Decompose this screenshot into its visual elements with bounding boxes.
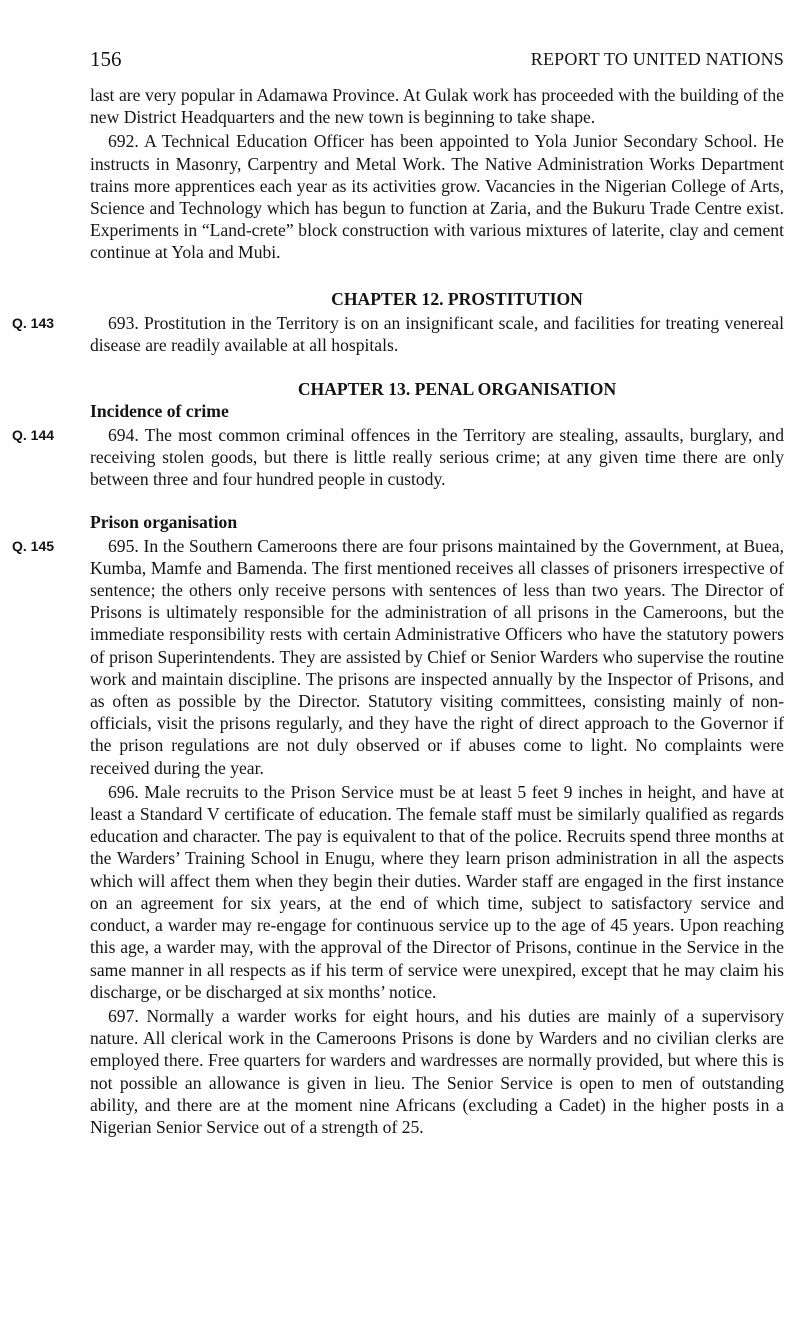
block-694 xyxy=(12,424,784,491)
paragraph-intro: last are very popular in Adamawa Province. At Gulak work has proceeded with the building of the new District Headquarters and the new town is beginning to take shape. xyxy=(90,85,784,128)
chapter-12-heading: CHAPTER 12. PROSTITUTION xyxy=(331,288,583,309)
paragraph-694: 694. The most common criminal offences in the Territory are stealing, assaults, burglary, and receiving stolen goods, but there is little really serious crime; at any given time there are only between three and four hundred people in custody. xyxy=(90,425,784,490)
page-header xyxy=(90,47,784,75)
paragraph-692: 692. A Technical Education Officer has been appointed to Yola Junior Secondary School. He instructs in Masonry, Carpentry and Metal Work. The Native Administration Works Department trains more apprentices each year as its activities grow. Vacancies in the Nigerian College of Arts, Science and Technology which has begun to function at Zaria, and the Bukuru Trade Centre exist. Experiments in “Land-crete” block construction with various mixtures of laterite, clay and cement continue at Yola and Mubi. xyxy=(90,131,784,263)
chapter-13-heading: CHAPTER 13. PENAL ORGANISATION xyxy=(297,379,617,400)
page-body xyxy=(12,82,784,1138)
page-number: 156 xyxy=(90,47,122,71)
block-695 xyxy=(12,535,784,779)
paragraph-697: 697. Normally a warder works for eight hours, and his duties are mainly of a supervisory nature. All clerical work in the Cameroons Prisons is done by Warders and no civilian clerks are employed there. Free quarters for warders and wardresses are normally provided, but where this is not possible an allowance is given in lieu. The Senior Service is open to men of outstanding ability, and there are at the moment nine Africans (excluding a Cadet) in the higher posts in a Nigerian Senior Service out of a strength of 25. xyxy=(90,1005,784,1137)
subheading-incidence-of-crime: Incidence of crime xyxy=(90,401,229,422)
paragraph-693: 693. Prostitution in the Territory is on an insignificant scale, and facilities for treating venereal disease are readily available at all hospitals. xyxy=(90,312,784,355)
paragraph-696: 696. Male recruits to the Prison Service must be at least 5 feet 9 inches in height, and have at least a Standard V certificate of education. The female staff must be similarly qualified as regards education and character. The pay is equivalent to that of the police. Recruits spend three months at the Warders’ Training School in Enugu, where they learn prison administration in all the aspects which will affect them when they begin their duties. Warder staff are engaged in the first instance on an agreement for six years, at the end of which time, subject to satisfactory service and conduct, a warder may re-engage for continuous service up to the age of 45 years. Upon reaching this age, a warder may, with the approval of the Director of Prisons, continue in the Service in the same manner in all respects as if his term of service were unexpired, except that he may claim his discharge, or be discharged at six months’ notice. xyxy=(90,781,784,1002)
paragraph-695: 695. In the Southern Cameroons there are four prisons maintained by the Government, at Buea, Kumba, Mamfe and Bamenda. The first mentioned receives all classes of prisoners irrespective of sentence; the others only receive persons with sentences of less than two years. The Director of Prisons is ultimately responsible for the administration of all prisons in the Cameroons, but the immediate responsibility rests with certain Administrative Officers who have the statutory powers of prison Superintendents. They are assisted by Chief or Senior Warders who supervise the routine work and maintain discipline. The prisons are inspected annually by the Inspector of Prisons, and as often as possible by the Director. Statutory visiting committees, consisting mainly of non-officials, visit the prisons regularly, and they have the right of direct approach to the Governor if the prison regulations are not duly observed or if abuses come to light. No complaints were received during the year. xyxy=(90,535,784,778)
subheading-prison-organisation: Prison organisation xyxy=(90,511,238,532)
block-693 xyxy=(12,312,784,356)
question-ref-145: Q. 145 xyxy=(12,537,55,554)
question-ref-143: Q. 143 xyxy=(12,314,55,331)
question-ref-144: Q. 144 xyxy=(12,427,55,444)
running-title: REPORT TO UNITED NATIONS xyxy=(530,49,784,69)
